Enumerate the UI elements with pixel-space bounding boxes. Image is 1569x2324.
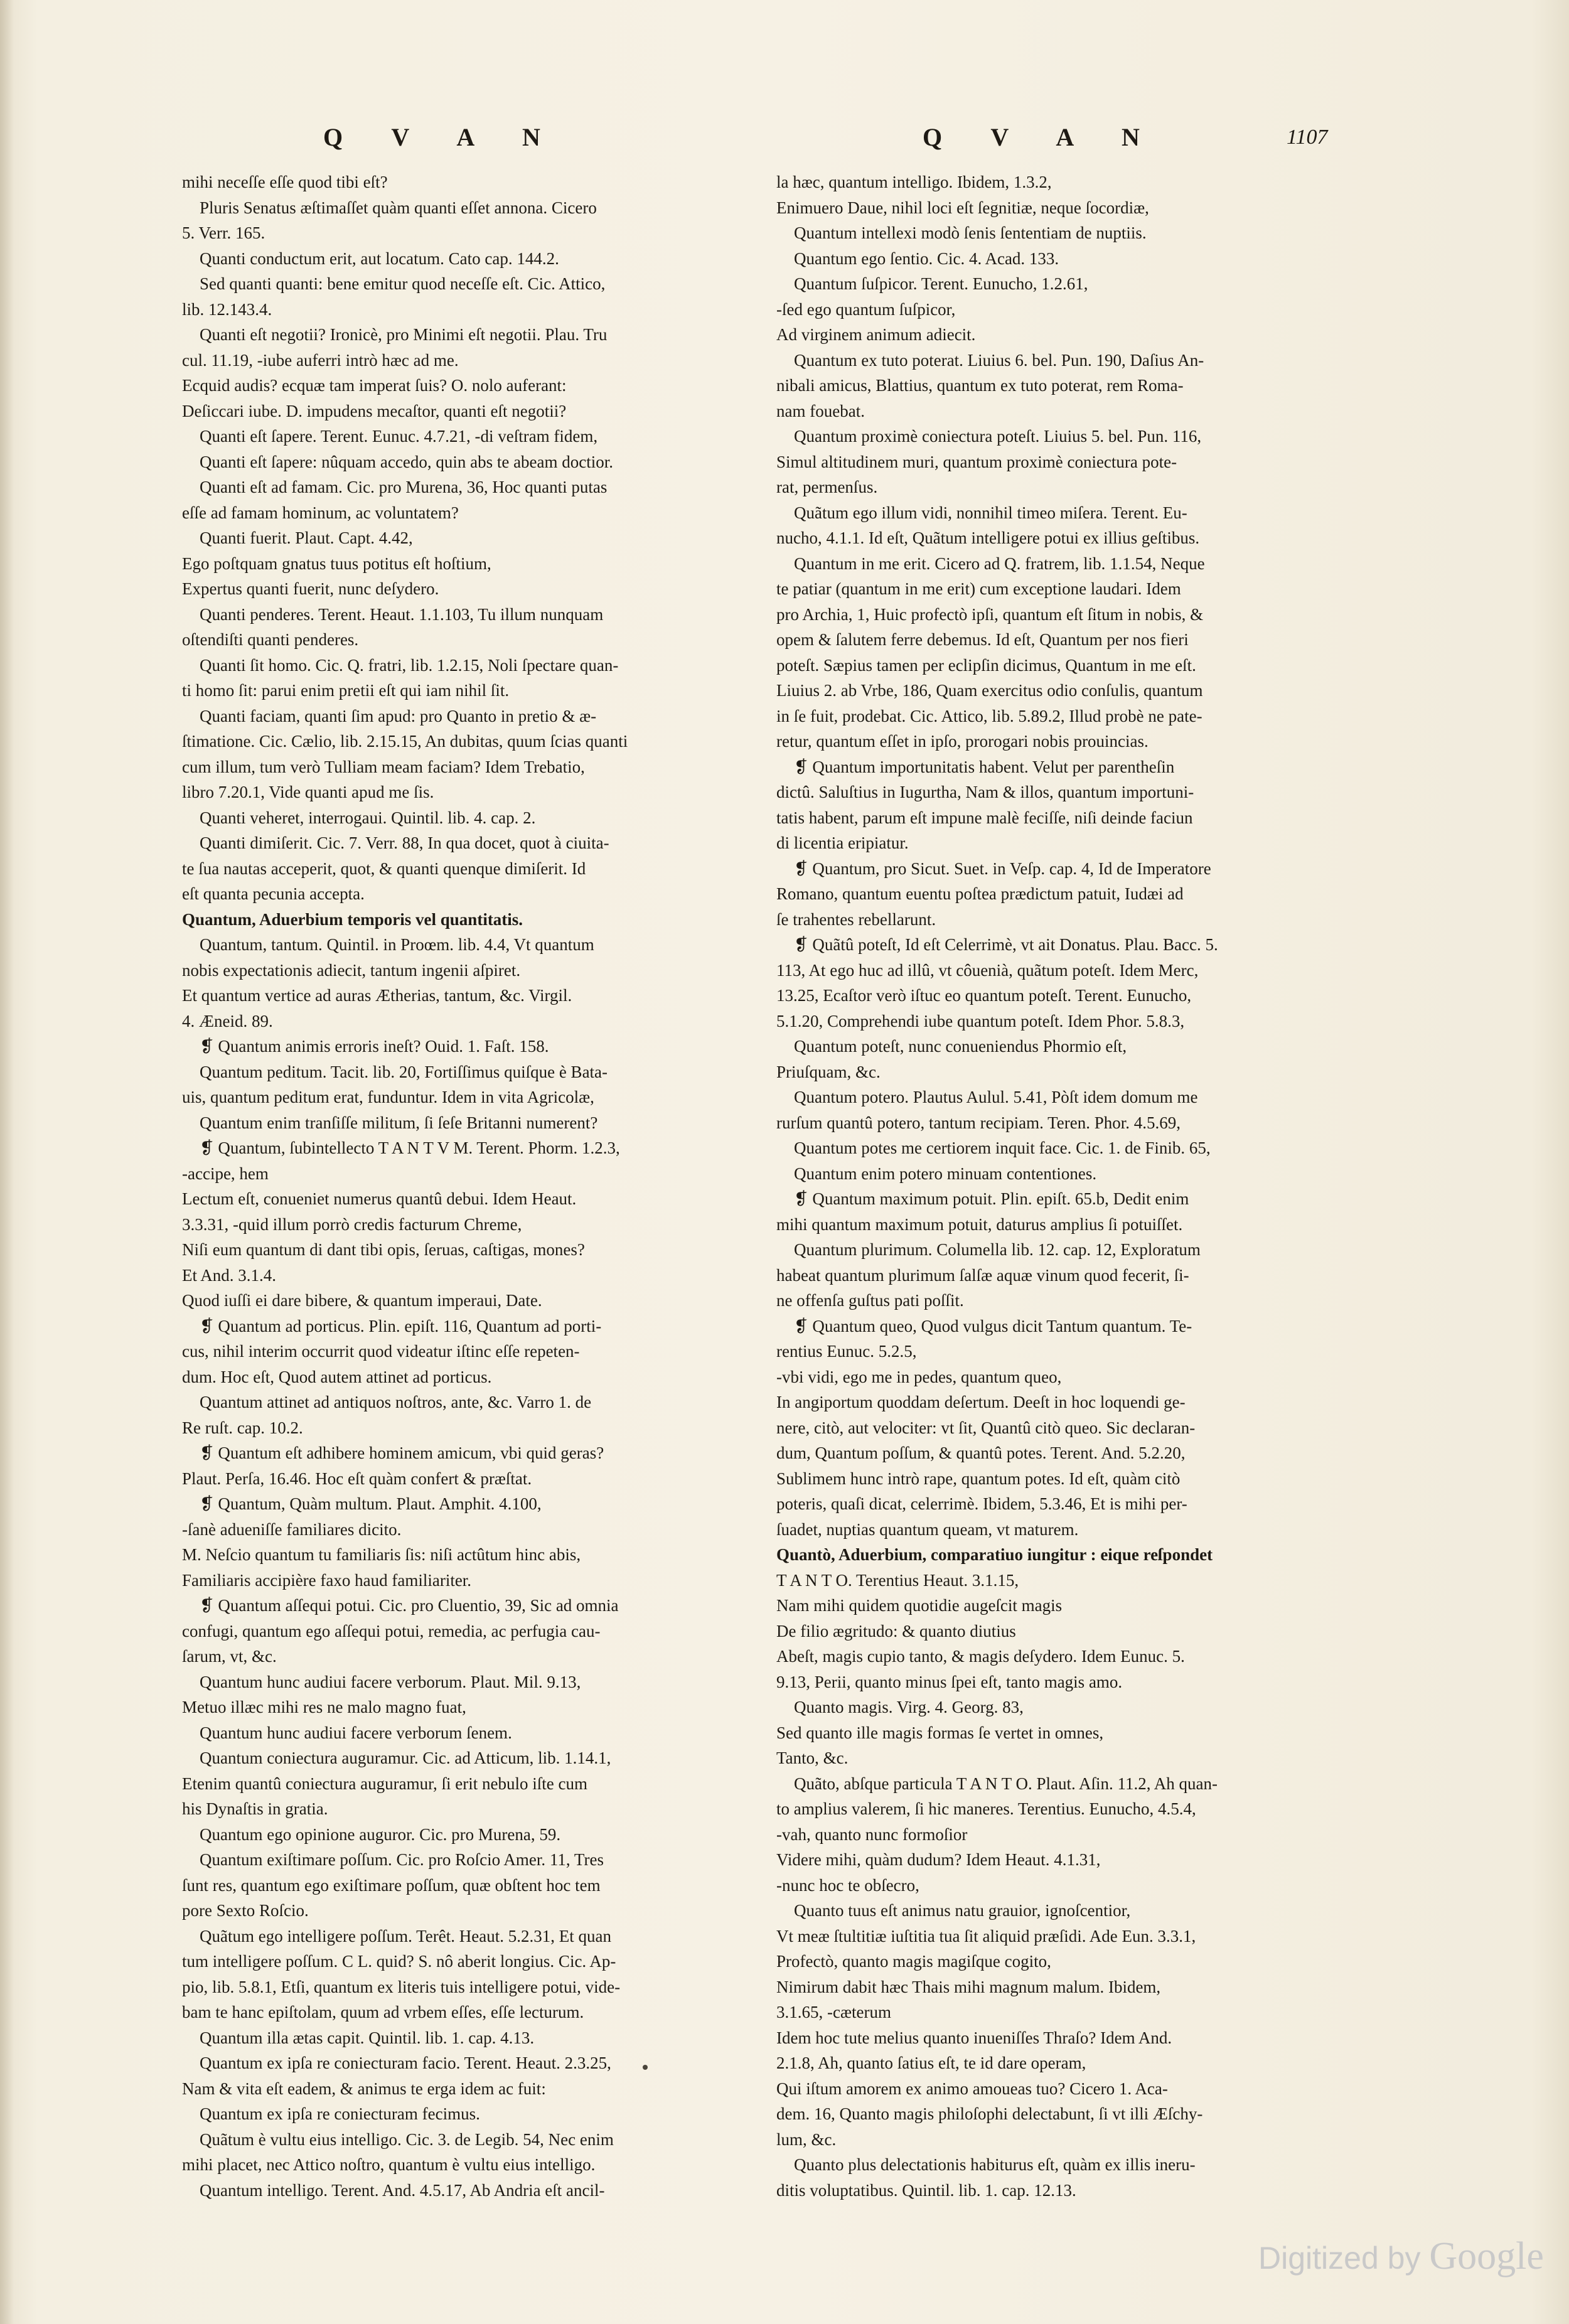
text-line: Quantum proximè coniectura poteſt. Liuius 5. bel. Pun. 116,: [794, 427, 1202, 446]
text-line: nam fouebat.: [776, 401, 865, 420]
text-line: -ſed ego quantum ſuſpicor,: [776, 299, 956, 319]
text-line: pio, lib. 5.8.1, Etſi, quantum ex literis tuis intelligere potui, vide-: [182, 1977, 621, 1996]
text-line: Quod iuſſi ei dare bibere, & quantum imperaui, Date.: [182, 1291, 542, 1310]
text-line: Quantum ego ſentio. Cic. 4. Acad. 133.: [794, 249, 1059, 268]
text-line: Abeſt, magis cupio tanto, & magis deſydero. Idem Eunuc. 5.: [776, 1647, 1185, 1666]
text-line: rurſum quantû potero, tantum recipiam. Teren. Phor. 4.5.69,: [776, 1113, 1181, 1132]
text-line: his Dynaſtis in gratia.: [182, 1799, 328, 1818]
text-line: poteris, quaſi dicat, celerrimè. Ibidem, 5.3.46, Et is mihi per-: [776, 1494, 1187, 1513]
text-line: Re ruſt. cap. 10.2.: [182, 1418, 303, 1437]
text-line: dum. Hoc eſt, Quod autem attinet ad porticus.: [182, 1367, 492, 1386]
text-line: Ad virginem animum adiecit.: [776, 325, 976, 344]
text-line: Quantum ſuſpicor. Terent. Eunucho, 1.2.61,: [794, 274, 1088, 293]
text-line: In angiportum quoddam deſertum. Deeſt in hoc loquendi ge-: [776, 1393, 1186, 1411]
text-line: Quantum poteſt, nunc conueniendus Phormio eſt,: [794, 1037, 1127, 1056]
text-line: ❡ Quantum queo, Quod vulgus dicit Tantum quantum. Te-: [794, 1316, 1192, 1336]
text-line: Quantum ex ipſa re coniecturam fecimus.: [200, 2104, 480, 2123]
text-line: Quãto, abſque particula T A N T O. Plaut. Aſin. 11.2, Ah quan-: [794, 1774, 1218, 1793]
digitized-watermark: [1258, 2234, 1544, 2279]
text-line: Quanto tuus eſt animus natu grauior, ignoſcentior,: [794, 1901, 1131, 1920]
text-line: confugi, quantum ego aſſequi potui, remedia, ac perfugia cau-: [182, 1621, 601, 1641]
text-line: Quanti faciam, quanti ſim apud: pro Quanto in pretio & æ-: [200, 706, 597, 726]
left-text-column: [182, 169, 741, 2203]
text-line: Deſiccari iube. D. impudens mecaſtor, quanti eſt negotii?: [182, 401, 567, 420]
text-line: Quantum enim tranſiſſe militum, ſi ſeſe Britanni numerent?: [200, 1113, 598, 1132]
text-line: cus, nihil interim occurrit quod videatur iſtinc eſſe repeten-: [182, 1342, 580, 1361]
text-line: Quãtum ego intelligere poſſum. Terêt. Heaut. 5.2.31, Et quan: [200, 1926, 611, 1946]
text-line: opem & ſalutem ferre debemus. Id eſt, Quantum per nos fieri: [776, 630, 1189, 649]
text-line: ❡ Quantum importunitatis habent. Velut per parentheſin: [794, 757, 1175, 776]
text-line: nucho, 4.1.1. Id eſt, Quãtum intelligere potui ex illius geſtibus.: [776, 528, 1200, 547]
text-line: -nunc hoc te obſecro,: [776, 1875, 919, 1895]
text-line: cum illum, tum verò Tulliam meam faciam? Idem Trebatio,: [182, 757, 585, 776]
text-line: rentius Eunuc. 5.2.5,: [776, 1342, 917, 1361]
page-number: 1107: [1287, 126, 1328, 149]
text-line: lum, &c.: [776, 2129, 837, 2149]
text-line: rat, permenſus.: [776, 478, 878, 496]
text-line: Quanti eſt negotii? Ironicè, pro Minimi eſt negotii. Plau. Tru: [200, 325, 608, 344]
text-line: 9.13, Perii, quanto minus ſpei eſt, tanto magis amo.: [776, 1672, 1123, 1691]
text-line: pore Sexto Roſcio.: [182, 1901, 309, 1920]
text-line: Quanti conductum erit, aut locatum. Cato cap. 144.2.: [200, 249, 559, 268]
text-line: Quanti eſt ſapere. Terent. Eunuc. 4.7.21, -di veſtram fidem,: [200, 427, 598, 446]
text-line: Sed quanto ille magis formas ſe vertet in omnes,: [776, 1723, 1104, 1742]
text-line: Quantum in me erit. Cicero ad Q. fratrem, lib. 1.1.54, Neque: [794, 554, 1205, 573]
text-line: Romano, quantum euentu poſtea prædictum patuit, Iudæi ad: [776, 884, 1184, 903]
text-line: ❡ Quantum, pro Sicut. Suet. in Veſp. cap. 4, Id de Imperatore: [794, 859, 1211, 878]
text-line: Quantum exiſtimare poſſum. Cic. pro Roſcio Amer. 11, Tres: [200, 1850, 604, 1869]
text-line: ❡ Quantum, ſubintellecto T A N T V M. Terent. Phorm. 1.2.3,: [200, 1138, 620, 1157]
text-line: ſe trahentes rebellarunt.: [776, 909, 936, 929]
watermark-prefix: Digitized by: [1258, 2241, 1421, 2276]
text-line: ❡ Quãtû poteſt, Id eſt Celerrimè, vt ait Donatus. Plau. Bacc. 5.: [794, 935, 1218, 954]
text-line: nobis expectationis adiecit, tantum ingenii aſpiret.: [182, 960, 521, 980]
text-line: Qui iſtum amorem ex animo amoueas tuo? Cicero 1. Aca-: [776, 2079, 1168, 2098]
text-line: in ſe fuit, prodebat. Cic. Attico, lib. 5.89.2, Illud probè ne pate-: [776, 706, 1202, 726]
text-line: Quantum, tantum. Quintil. in Proœm. lib. 4.4, Vt quantum: [200, 935, 594, 954]
text-line: Quantum ego opinione auguror. Cic. pro Murena, 59.: [200, 1824, 561, 1844]
text-line: Ego poſtquam gnatus tuus potitus eſt hoſtium,: [182, 554, 491, 573]
text-line: Plaut. Perſa, 16.46. Hoc eſt quàm confert & præſtat.: [182, 1469, 532, 1488]
text-line: ne offenſa guſtus pati poſſit.: [776, 1291, 964, 1310]
text-line: Quantum plurimum. Columella lib. 12. cap. 12, Exploratum: [794, 1240, 1201, 1259]
text-line: Quantum, Aduerbium temporis vel quantitatis.: [182, 909, 523, 929]
google-logo: Google: [1429, 2235, 1544, 2278]
text-line: 4. Æneid. 89.: [182, 1011, 273, 1031]
text-line: cul. 11.19, -iube auferri intrò hæc ad me.: [182, 350, 459, 370]
text-line: Familiaris accipière faxo haud familiariter.: [182, 1570, 472, 1590]
text-line: mihi quantum maximum potuit, daturus amplius ſi potuiſſet.: [776, 1214, 1183, 1234]
text-line: eſſe ad famam hominum, ac voluntatem?: [182, 503, 459, 522]
ornament-dot: [643, 2065, 648, 2070]
text-line: dum, Quantum poſſum, & quantû potes. Terent. And. 5.2.20,: [776, 1443, 1186, 1462]
text-line: Quanti eſt ſapere: nûquam accedo, quin abs te abeam doctior.: [200, 452, 614, 471]
text-line: bam te hanc epiſtolam, quum ad vrbem eſſes, eſſe lecturum.: [182, 2003, 584, 2021]
text-line: Quanti penderes. Terent. Heaut. 1.1.103, Tu illum nunquam: [200, 604, 604, 624]
text-line: 3.1.65, -cæterum: [776, 2003, 891, 2021]
text-line: te ſua nautas acceperit, quot, & quanti quenque dimiſerit. Id: [182, 859, 586, 878]
text-line: Quantum potero. Plautus Aulul. 5.41, Pòſt idem domum me: [794, 1088, 1198, 1106]
text-line: ❡ Quantum ad porticus. Plin. epiſt. 116, Quantum ad porti-: [200, 1316, 602, 1336]
text-line: dem. 16, Quanto magis philoſophi delectabunt, ſi vt illi Æſchy-: [776, 2104, 1203, 2123]
text-line: poteſt. Sæpius tamen per eclipſin dicimus, Quantum in me eſt.: [776, 655, 1196, 675]
text-line: Quantum hunc audiui facere verborum. Plaut. Mil. 9.13,: [200, 1672, 581, 1691]
running-head-right: Q V A N: [923, 123, 1161, 151]
text-line: libro 7.20.1, Vide quanti apud me ſis.: [182, 783, 434, 801]
text-line: 5.1.20, Comprehendi iube quantum poteſt. Idem Phor. 5.8.3,: [776, 1011, 1185, 1031]
text-line: Quanto magis. Virg. 4. Georg. 83,: [794, 1698, 1024, 1716]
text-line: Tanto, &c.: [776, 1748, 849, 1767]
text-line: Etenim quantû coniectura auguramur, ſi erit nebulo iſte cum: [182, 1774, 587, 1793]
text-line: Expertus quanti fuerit, nunc deſydero.: [182, 579, 439, 598]
running-head-left: Q V A N: [323, 123, 562, 151]
text-line: ti homo ſit: parui enim pretii eſt qui iam nihil ſit.: [182, 681, 510, 700]
text-line: Quantum hunc audiui facere verborum ſenem.: [200, 1723, 512, 1742]
text-line: oſtendiſti quanti penderes.: [182, 630, 359, 649]
text-line: Videre mihi, quàm dudum? Idem Heaut. 4.1.31,: [776, 1850, 1101, 1869]
text-line: Quanti dimiſerit. Cic. 7. Verr. 88, In qua docet, quot à ciuita-: [200, 833, 609, 852]
text-line: -ſanè adueniſſe familiares dicito.: [182, 1519, 402, 1539]
text-line: lib. 12.143.4.: [182, 299, 272, 319]
text-line: ditis voluptatibus. Quintil. lib. 1. cap. 12.13.: [776, 2180, 1076, 2200]
text-line: Quantum coniectura auguramur. Cic. ad Atticum, lib. 1.14.1,: [200, 1748, 611, 1767]
text-line: Quanti eſt ad famam. Cic. pro Murena, 36, Hoc quanti putas: [200, 478, 608, 496]
text-line: Quantum enim potero minuam contentiones.: [794, 1164, 1097, 1183]
text-line: Quantum attinet ad antiquos noſtros, ante, &c. Varro 1. de: [200, 1393, 592, 1411]
text-line: Nam & vita eſt eadem, & animus te erga idem ac fuit:: [182, 2079, 546, 2098]
text-line: Liuius 2. ab Vrbe, 186, Quam exercitus odio conſulis, quantum: [776, 681, 1203, 700]
text-line: Sublimem hunc intrò rape, quantum potes. Id eſt, quàm citò: [776, 1469, 1181, 1488]
text-line: Simul altitudinem muri, quantum proximè coniectura pote-: [776, 452, 1177, 471]
text-line: T A N T O. Terentius Heaut. 3.1.15,: [776, 1570, 1019, 1590]
text-line: -vah, quanto nunc formoſior: [776, 1824, 968, 1844]
text-line: Quanti veheret, interrogaui. Quintil. lib. 4. cap. 2.: [200, 808, 536, 827]
text-line: Enimuero Daue, nihil loci eſt ſegnitiæ, neque ſocordiæ,: [776, 198, 1149, 217]
text-line: Quantum potes me certiorem inquit face. Cic. 1. de Finib. 65,: [794, 1138, 1211, 1157]
text-line: di licentia eripiatur.: [776, 833, 909, 852]
text-line: Et And. 3.1.4.: [182, 1265, 277, 1285]
text-line: nibali amicus, Blattius, quantum ex tuto poterat, rem Roma-: [776, 376, 1184, 395]
text-line: ❡ Quantum, Quàm multum. Plaut. Amphit. 4.100,: [200, 1494, 542, 1513]
text-line: 2.1.8, Ah, quanto ſatius eſt, te id dare operam,: [776, 2054, 1086, 2072]
text-line: ❡ Quantum aſſequi potui. Cic. pro Cluentio, 39, Sic ad omnia: [200, 1596, 619, 1615]
text-line: Quanti fuerit. Plaut. Capt. 4.42,: [200, 528, 413, 547]
text-line: pro Archia, 1, Huic profectò ipſi, quantum eſt ſitum in nobis, &: [776, 604, 1204, 624]
text-line: Quanto plus delectationis habiturus eſt, quàm ex illis ineru-: [794, 2155, 1196, 2174]
right-text-column: [776, 169, 1335, 2203]
text-line: Quantum intelligo. Terent. And. 4.5.17, Ab Andria eſt ancil-: [200, 2180, 605, 2200]
text-line: tatis habent, parum eſt impune malè feciſſe, niſi deinde faciun: [776, 808, 1193, 827]
text-line: -vbi vidi, ego me in pedes, quantum queo,: [776, 1367, 1062, 1386]
text-line: Profectò, quanto magis magiſque cogito,: [776, 1952, 1051, 1971]
text-line: ſunt res, quantum ego exiſtimare poſſum, quæ obſtent hoc tem: [182, 1875, 601, 1895]
text-line: Idem hoc tute melius quanto inueniſſes Thraſo? Idem And.: [776, 2028, 1172, 2047]
text-line: Quantum peditum. Tacit. lib. 20, Fortiſſimus quiſque è Bata-: [200, 1062, 608, 1081]
text-line: te patiar (quantum in me erit) cum exceptione laudari. Idem: [776, 579, 1181, 598]
text-line: Pluris Senatus æſtimaſſet quàm quanti eſſet annona. Cicero: [200, 198, 597, 217]
text-line: Quanti ſit homo. Cic. Q. fratri, lib. 1.2.15, Noli ſpectare quan-: [200, 655, 619, 675]
text-line: ❡ Quantum animis erroris ineſt? Ouid. 1. Faſt. 158.: [200, 1037, 549, 1056]
text-line: Quãtum è vultu eius intelligo. Cic. 3. de Legib. 54, Nec enim: [200, 2129, 614, 2149]
text-line: mihi neceſſe eſſe quod tibi eſt?: [182, 173, 388, 191]
text-line: -accipe, hem: [182, 1164, 269, 1183]
text-line: Quantò, Aduerbium, comparatiuo iungitur : eique reſpondet: [776, 1545, 1213, 1564]
text-line: Sed quanti quanti: bene emitur quod neceſſe eſt. Cic. Attico,: [200, 274, 606, 293]
text-line: Quantum ex tuto poterat. Liuius 6. bel. Pun. 190, Daſius An-: [794, 350, 1204, 370]
text-line: ❡ Quantum maximum potuit. Plin. epiſt. 65.b, Dedit enim: [794, 1189, 1189, 1208]
text-line: eſt quanta pecunia accepta.: [182, 884, 365, 903]
text-line: ſuadet, nuptias quantum queam, vt maturem.: [776, 1519, 1079, 1539]
text-line: 3.3.31, -quid illum porrò credis facturum Chreme,: [182, 1214, 522, 1234]
text-line: Vt meæ ſtultitiæ iuſtitia tua ſit aliquid præſidi. Ade Eun. 3.3.1,: [776, 1926, 1196, 1946]
text-line: dictû. Saluſtius in Iugurtha, Nam & illos, quantum importuni-: [776, 783, 1194, 801]
text-line: 5. Verr. 165.: [182, 223, 265, 242]
text-line: 113, At ego huc ad illû, vt côuenià, quãtum poteſt. Idem Merc,: [776, 960, 1199, 980]
text-line: Ecquid audis? ecquæ tam imperat ſuis? O. nolo auferant:: [182, 376, 567, 395]
text-line: retur, quantum eſſet in ipſo, prorogari nobis prouincias.: [776, 732, 1149, 751]
text-line: mihi placet, nec Attico noſtro, quantum è vultu eius intelligo.: [182, 2155, 596, 2174]
text-line: Quantum ex ipſa re coniecturam facio. Terent. Heaut. 2.3.25,: [200, 2054, 611, 2072]
text-line: Quantum intellexi modò ſenis ſententiam de nuptiis.: [794, 223, 1147, 242]
text-line: to amplius valerem, ſi hic maneres. Terentius. Eunucho, 4.5.4,: [776, 1799, 1196, 1818]
text-line: Quãtum ego illum vidi, nonnihil timeo miſera. Terent. Eu-: [794, 503, 1187, 522]
text-line: habeat quantum plurimum ſalſæ aquæ vinum quod fecerit, ſi-: [776, 1265, 1189, 1285]
text-line: Nimirum dabit hæc Thais mihi magnum malum. Ibidem,: [776, 1977, 1161, 1996]
text-line: M. Neſcio quantum tu familiaris ſis: niſi actûtum hinc abis,: [182, 1545, 581, 1564]
text-line: Metuo illæc mihi res ne malo magno fuat,: [182, 1698, 466, 1716]
text-line: De filio ægritudo: & quanto diutius: [776, 1621, 1016, 1641]
text-line: uis, quantum peditum erat, funduntur. Idem in vita Agricolæ,: [182, 1088, 594, 1106]
page-gutter-shadow: [0, 0, 14, 2324]
text-line: Priuſquam, &c.: [776, 1062, 881, 1081]
text-line: Et quantum vertice ad auras Ætherias, tantum, &c. Virgil.: [182, 986, 572, 1005]
text-line: Nam mihi quidem quotidie augeſcit magis: [776, 1596, 1063, 1615]
text-line: Quantum illa ætas capit. Quintil. lib. 1. cap. 4.13.: [200, 2028, 535, 2047]
text-line: ſtimatione. Cic. Cælio, lib. 2.15.15, An dubitas, quum ſcias quanti: [182, 732, 628, 751]
text-line: la hæc, quantum intelligo. Ibidem, 1.3.2,: [776, 173, 1052, 191]
text-line: ſarum, vt, &c.: [182, 1647, 277, 1666]
text-line: Lectum eſt, conueniet numerus quantû debui. Idem Heaut.: [182, 1189, 577, 1208]
text-line: 13.25, Ecaſtor verò iſtuc eo quantum poteſt. Terent. Eunucho,: [776, 986, 1192, 1005]
text-line: tum intelligere poſſum. C L. quid? S. nô aberit longius. Cic. Ap-: [182, 1952, 616, 1971]
text-line: nere, citò, aut velociter: vt ſit, Quantû citò queo. Sic declaran-: [776, 1418, 1196, 1437]
text-line: Niſi eum quantum di dant tibi opis, ſeruas, caſtigas, mones?: [182, 1240, 585, 1259]
text-line: ❡ Quantum eſt adhibere hominem amicum, vbi quid geras?: [200, 1443, 604, 1462]
